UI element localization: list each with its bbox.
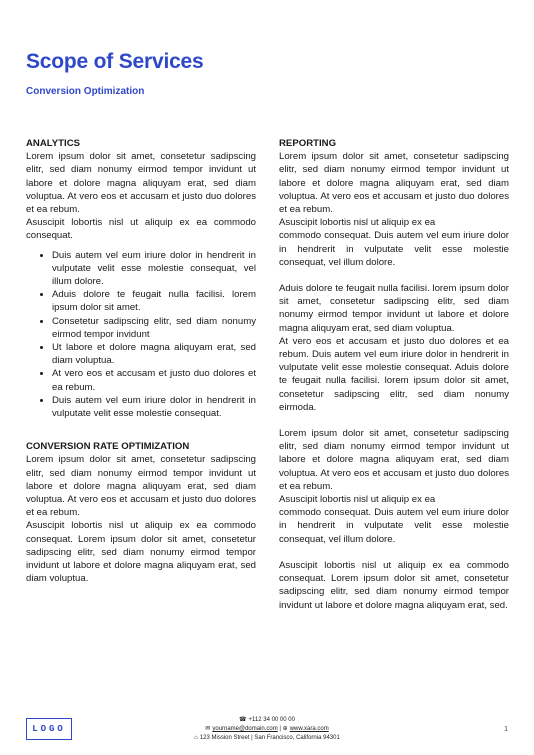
page-subtitle: Conversion Optimization <box>26 86 145 97</box>
reporting-paragraph-9: Asuscipit lobortis nisl ut aliquip ex ea commodo consequat. Lorem ipsum dolor sit amet, consetetur sadipscing elitr, sed diam nonumy eirmod tempor invidunt ut labore et dolore magna aliquyam erat, sed. <box>279 559 509 611</box>
page-title: Scope of Services <box>26 50 204 73</box>
globe-icon: ⊕ <box>282 726 288 732</box>
reporting-paragraph-4: Aduis dolore te feugait nulla facilisi. lorem ipsum dolor sit amet, consetetur sadipscing elitr, sed diam nonumy eirmod tempor invidunt ut labore et dolore magna aliquyam erat, sed diam voluptua. <box>279 283 509 334</box>
phone-line <box>0 716 534 725</box>
cro-heading: CONVERSION RATE OPTIMIZATION <box>26 441 190 453</box>
page-footer <box>0 716 534 746</box>
envelope-icon: ✉ <box>205 726 211 732</box>
list-item: • Duis autem vel eum iriure dolor in hendrerit in vulputate velit esse molestie consequat. <box>52 394 256 420</box>
list-item: • Duis autem vel eum iriure dolor in hendrerit in vulputate velit esse molestie consequat, vel illum dolore. <box>52 249 256 289</box>
home-icon: ⌂ <box>194 735 198 741</box>
phone-number: +112 34 00 00 00 <box>248 717 295 723</box>
reporting-paragraph-6: Lorem ipsum dolor sit amet, consetetur sadipscing elitr, sed diam nonumy eirmod tempor invidunt ut labore et dolore magna aliquyam erat, sed diam voluptua. At vero eos et accusam et justo duo dolores et ea rebum. <box>279 428 509 492</box>
list-item: • Aduis dolore te feugait nulla facilisi. lorem ipsum dolor sit amet. <box>52 288 256 314</box>
list-item: • Ut labore et dolore magna aliquyam erat, sed diam voluptua. <box>52 341 256 367</box>
reporting-paragraph-8: commodo consequat. Duis autem vel eum iriure dolor in hendrerit in vulputate velit esse molestie consequat, vel illum dolore. <box>279 507 509 545</box>
left-column <box>26 137 256 586</box>
phone-icon: ☎ <box>239 717 247 723</box>
reporting-paragraph-5: At vero eos et accusam et justo duo dolores et ea rebum. Duis autem vel eum iriure dolor in hendrerit in vulputate velit esse molestie consequat. Aduis dolore te feugait nulla facilisi. lorem ipsum dolor sit amet, consetetur sadipscing elitr, sed diam nonumy eirmoda. <box>279 335 509 413</box>
analytics-paragraph-2: Asuscipit lobortis nisl ut aliquip ex ea commodo consequat. <box>26 217 256 242</box>
analytics-heading: ANALYTICS <box>26 138 81 149</box>
email-web-line <box>0 725 534 734</box>
address: 123 Mission Street | San Francisco, California 94301 <box>199 735 340 741</box>
reporting-heading: REPORTING <box>279 138 337 149</box>
contact-info <box>0 716 534 743</box>
reporting-paragraph-2: Asuscipit lobortis nisl ut aliquip ex ea <box>279 217 436 229</box>
website-link[interactable]: www.xara.com <box>289 726 329 732</box>
email-link[interactable]: yourname@domain.com <box>212 726 278 732</box>
page-number: 1 <box>504 726 508 733</box>
reporting-paragraph-7: Asuscipit lobortis nisl ut aliquip ex ea <box>279 494 436 506</box>
address-line <box>0 734 534 743</box>
cro-paragraph-1: Lorem ipsum dolor sit amet, consetetur sadipscing elitr, sed diam nonumy eirmod tempor invidunt ut labore et dolore magna aliquyam erat, sed diam voluptua. At vero eos et accusam et justo duo dolores et ea rebum. <box>26 454 256 519</box>
list-item: • At vero eos et accusam et justo duo dolores et ea rebum. <box>52 367 256 393</box>
list-item: • Consetetur sadipscing elitr, sed diam nonumy eirmod tempor invidunt <box>52 315 256 341</box>
reporting-paragraph-3: commodo consequat. Duis autem vel eum iriure dolor in hendrerit in vulputate velit esse molestie consequat, vel illum dolore. <box>279 230 509 268</box>
analytics-bullet-list <box>26 249 256 421</box>
reporting-paragraph-1: Lorem ipsum dolor sit amet, consetetur sadipscing elitr, sed diam nonumy eirmod tempor invidunt ut labore et dolore magna aliquyam erat, sed diam voluptua. At vero eos et accusam et justo duo dolores et ea rebum. <box>279 151 509 216</box>
logo: LOGO <box>26 718 72 740</box>
analytics-paragraph-1: Lorem ipsum dolor sit amet, consetetur sadipscing elitr, sed diam nonumy eirmod tempor invidunt ut labore et dolore magna aliquyam erat, sed diam voluptua. At vero eos et accusam et justo duo dolores et ea rebum. <box>26 151 256 216</box>
right-column <box>279 137 509 612</box>
separator: | <box>277 726 283 732</box>
cro-paragraph-2: Asuscipit lobortis nisl ut aliquip ex ea commodo consequat. Lorem ipsum dolor sit amet, consetetur sadipscing elitr, sed diam nonumy eirmod tempor invidunt ut labore et dolore magna aliquyam erat, sed diam voluptua. <box>26 520 256 585</box>
